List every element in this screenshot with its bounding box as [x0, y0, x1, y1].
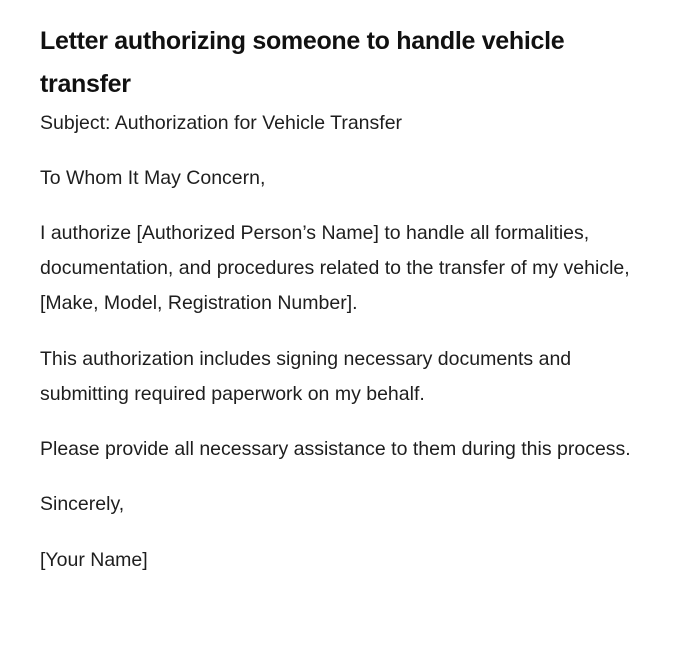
- letter-closing: Sincerely,: [40, 493, 125, 515]
- letter-greeting: To Whom It May Concern,: [40, 167, 266, 189]
- letter-title: Letter authorizing someone to handle vehicle transfer: [40, 27, 565, 98]
- letter-subject: Subject: Authorization for Vehicle Transfer: [40, 112, 403, 134]
- letter-document: [40, 20, 640, 578]
- letter-paragraph-authorization: I authorize [Authorized Person’s Name] to handle all formalities, documentation, and procedures related to the transfer of my vehicle, [Make, Model, Registration Number].: [40, 222, 630, 314]
- letter-signature: [Your Name]: [40, 549, 148, 571]
- letter-paragraph-scope: This authorization includes signing necessary documents and submitting required paperwork on my behalf.: [40, 348, 572, 405]
- letter-paragraph-request: Please provide all necessary assistance to them during this process.: [40, 438, 631, 460]
